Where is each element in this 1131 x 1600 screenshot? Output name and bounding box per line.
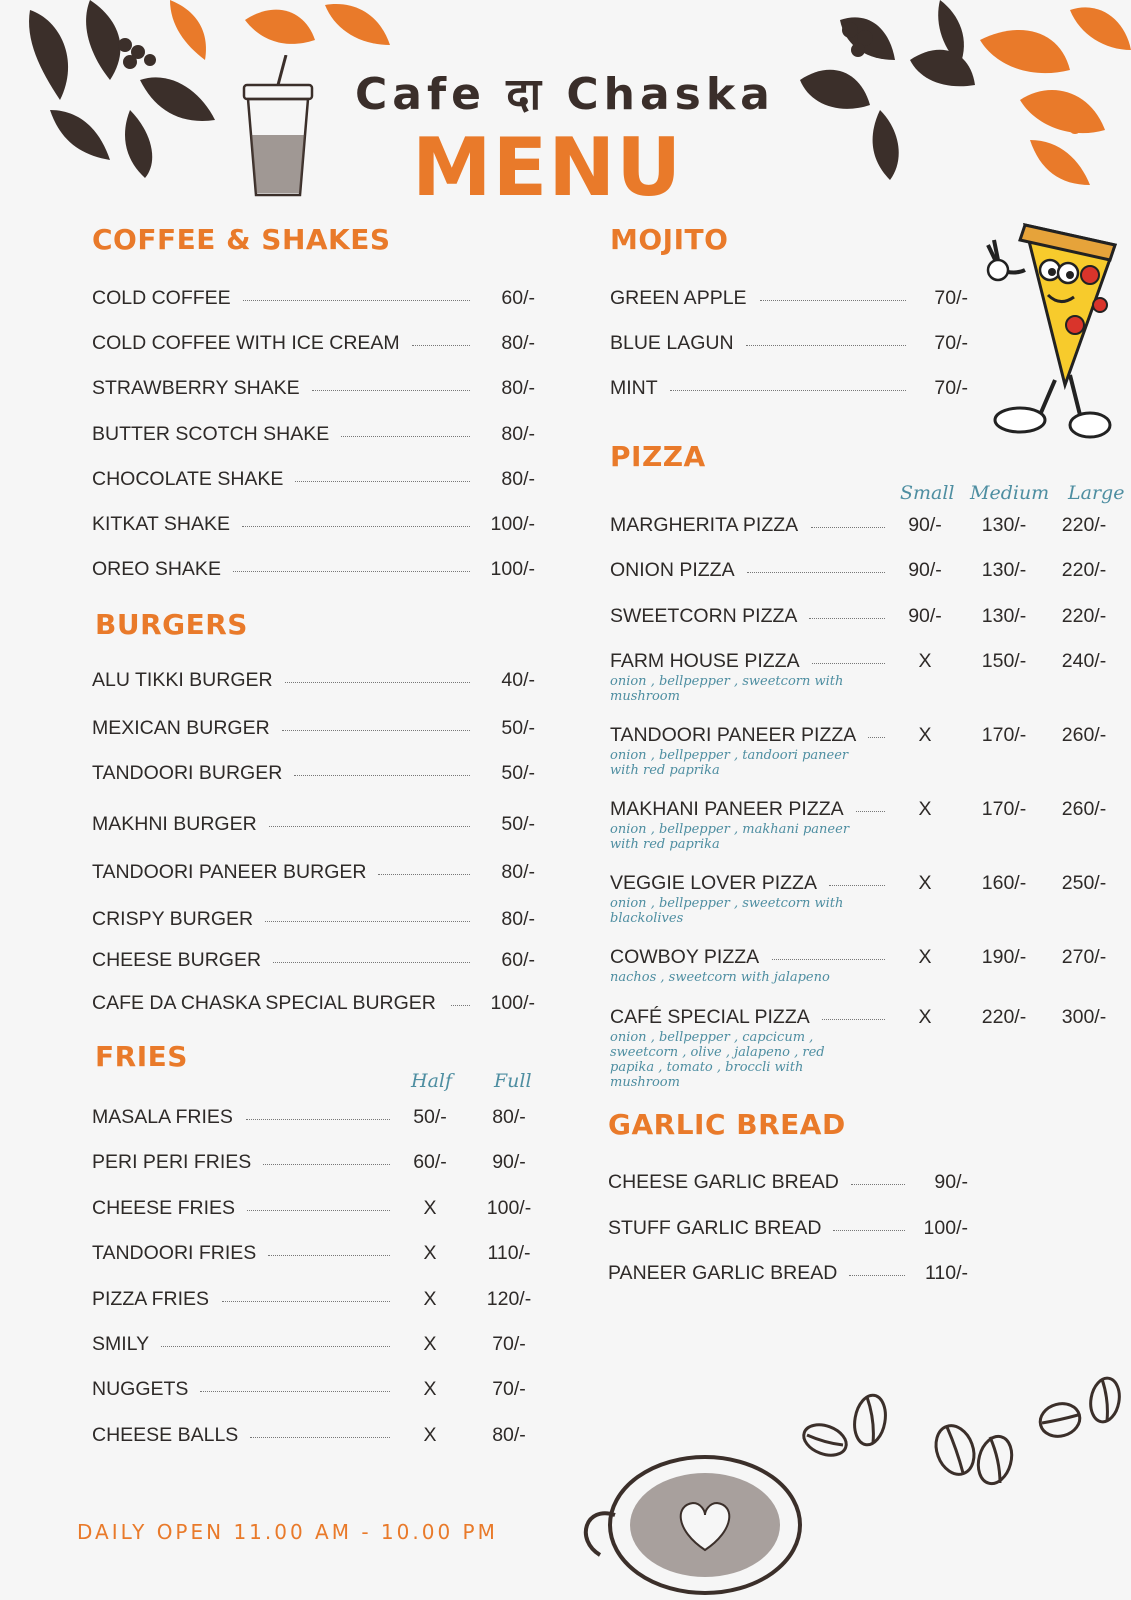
price-half: 60/- bbox=[413, 1151, 447, 1173]
item-price: 60/- bbox=[501, 287, 535, 309]
price-half: X bbox=[423, 1288, 437, 1310]
price-medium: 220/- bbox=[981, 1006, 1027, 1028]
menu-item-row bbox=[92, 1104, 537, 1130]
item-name: MARGHERITA PIZZA bbox=[610, 514, 799, 536]
dotted-leader bbox=[856, 811, 885, 812]
section-title-coffee-shakes: COFFEE & SHAKES bbox=[92, 223, 391, 256]
item-name: MEXICAN BURGER bbox=[92, 717, 270, 739]
dotted-leader bbox=[809, 618, 885, 619]
price-full: 80/- bbox=[492, 1424, 526, 1446]
item-name: TANDOORI PANEER PIZZA bbox=[610, 724, 857, 746]
dotted-leader bbox=[670, 390, 906, 391]
price-small: 90/- bbox=[908, 514, 942, 536]
item-description: onion , bellpepper , capcicum , sweetcorn , olive , jalapeno , red papika , tomato , broccli with mushroom bbox=[610, 1030, 825, 1090]
menu-item-row bbox=[92, 760, 535, 786]
item-name: CRISPY BURGER bbox=[92, 908, 254, 930]
menu-item-row bbox=[92, 1376, 537, 1402]
menu-item-row bbox=[610, 722, 1115, 748]
dotted-leader bbox=[222, 1301, 390, 1302]
price-full: 70/- bbox=[492, 1378, 526, 1400]
price-medium: 190/- bbox=[981, 946, 1027, 968]
dotted-leader bbox=[451, 1005, 470, 1006]
coffee-beans-illustration bbox=[795, 1375, 1131, 1495]
item-name: SMILY bbox=[92, 1333, 150, 1355]
price-medium: 160/- bbox=[981, 872, 1027, 894]
dotted-leader bbox=[233, 571, 470, 572]
dotted-leader bbox=[265, 921, 470, 922]
item-price: 70/- bbox=[934, 287, 968, 309]
item-price: 80/- bbox=[501, 423, 535, 445]
dotted-leader bbox=[833, 1230, 905, 1231]
price-half: X bbox=[423, 1197, 437, 1219]
section-title-fries: FRIES bbox=[95, 1040, 188, 1073]
menu-item-row bbox=[92, 556, 535, 582]
coffee-leaves-illustration-top-left bbox=[20, 0, 220, 180]
dotted-leader bbox=[246, 1119, 390, 1120]
item-name: COLD COFFEE bbox=[92, 287, 231, 309]
item-name: NUGGETS bbox=[92, 1378, 189, 1400]
pizza-mascot-illustration bbox=[980, 215, 1125, 445]
latte-art-cup-illustration bbox=[575, 1415, 805, 1600]
menu-item-row bbox=[610, 557, 1115, 583]
menu-item-row bbox=[92, 990, 535, 1016]
menu-item-row bbox=[92, 421, 535, 447]
dotted-leader bbox=[285, 682, 470, 683]
item-name: CHEESE BALLS bbox=[92, 1424, 239, 1446]
item-name: SWEETCORN PIZZA bbox=[610, 605, 798, 627]
item-name: OREO SHAKE bbox=[92, 558, 221, 580]
price-large: 270/- bbox=[1061, 946, 1107, 968]
price-small: X bbox=[918, 946, 932, 968]
item-name: STRAWBERRY SHAKE bbox=[92, 377, 300, 399]
item-description: onion , bellpepper , sweetcorn with blackolives bbox=[610, 896, 844, 926]
menu-item-row bbox=[608, 1260, 968, 1286]
menu-item-row bbox=[610, 944, 1115, 970]
price-large: 260/- bbox=[1061, 724, 1107, 746]
item-name: TANDOORI PANEER BURGER bbox=[92, 861, 367, 883]
menu-item-row bbox=[610, 796, 1115, 822]
menu-item-row bbox=[92, 859, 535, 885]
dotted-leader bbox=[747, 572, 885, 573]
coffee-leaves-illustration-top-right bbox=[770, 0, 1131, 190]
price-small: X bbox=[918, 1006, 932, 1028]
price-large: 220/- bbox=[1061, 514, 1107, 536]
item-price: 70/- bbox=[934, 377, 968, 399]
item-name: CAFÉ SPECIAL PIZZA bbox=[610, 1006, 810, 1028]
price-half: X bbox=[423, 1333, 437, 1355]
menu-item-row bbox=[610, 285, 968, 311]
dotted-leader bbox=[200, 1391, 390, 1392]
price-half: X bbox=[423, 1378, 437, 1400]
item-price: 80/- bbox=[501, 468, 535, 490]
pizza-col-small: Small bbox=[900, 482, 955, 504]
item-description: nachos , sweetcorn with jalapeno bbox=[610, 970, 830, 985]
dotted-leader bbox=[412, 345, 470, 346]
price-full: 100/- bbox=[486, 1197, 532, 1219]
item-name: ALU TIKKI BURGER bbox=[92, 669, 273, 691]
dotted-leader bbox=[811, 527, 885, 528]
menu-item-row bbox=[610, 603, 1115, 629]
menu-item-row bbox=[92, 375, 535, 401]
dotted-leader bbox=[851, 1184, 905, 1185]
item-description: onion , bellpepper , tandoori paneer with red paprika bbox=[610, 748, 849, 778]
item-name: PANEER GARLIC BREAD bbox=[608, 1262, 838, 1284]
menu-item-row bbox=[610, 375, 968, 401]
dotted-leader bbox=[247, 1210, 390, 1211]
section-title-mojito: MOJITO bbox=[610, 223, 729, 256]
item-name: FARM HOUSE PIZZA bbox=[610, 650, 800, 672]
price-medium: 130/- bbox=[981, 514, 1027, 536]
item-price: 80/- bbox=[501, 377, 535, 399]
menu-item-row bbox=[92, 1422, 537, 1448]
price-medium: 170/- bbox=[981, 798, 1027, 820]
opening-hours: DAILY OPEN 11.00 AM - 10.00 PM bbox=[77, 1520, 498, 1544]
price-full: 90/- bbox=[492, 1151, 526, 1173]
item-name: STUFF GARLIC BREAD bbox=[608, 1217, 822, 1239]
menu-item-row bbox=[92, 667, 535, 693]
dotted-leader bbox=[269, 826, 470, 827]
price-large: 240/- bbox=[1061, 650, 1107, 672]
menu-item-row bbox=[92, 466, 535, 492]
dotted-leader bbox=[312, 390, 470, 391]
item-name: CHOCOLATE SHAKE bbox=[92, 468, 284, 490]
menu-item-row bbox=[608, 1169, 968, 1195]
price-small: 90/- bbox=[908, 559, 942, 581]
item-name: COWBOY PIZZA bbox=[610, 946, 760, 968]
dotted-leader bbox=[273, 962, 470, 963]
item-price: 80/- bbox=[501, 861, 535, 883]
dotted-leader bbox=[868, 737, 885, 738]
price-small: 90/- bbox=[908, 605, 942, 627]
dotted-leader bbox=[242, 526, 470, 527]
menu-item-row bbox=[92, 947, 535, 973]
pizza-col-large: Large bbox=[1068, 482, 1125, 504]
item-price: 60/- bbox=[501, 949, 535, 971]
item-price: 90/- bbox=[934, 1171, 968, 1193]
menu-item-row bbox=[92, 811, 535, 837]
price-large: 300/- bbox=[1061, 1006, 1107, 1028]
item-name: VEGGIE LOVER PIZZA bbox=[610, 872, 817, 894]
price-small: X bbox=[918, 872, 932, 894]
dotted-leader bbox=[760, 300, 906, 301]
dotted-leader bbox=[772, 959, 885, 960]
item-price: 100/- bbox=[490, 513, 535, 535]
menu-item-row bbox=[610, 1004, 1115, 1030]
menu-item-row bbox=[92, 285, 535, 311]
item-price: 80/- bbox=[501, 908, 535, 930]
item-name: CHEESE FRIES bbox=[92, 1197, 236, 1219]
item-price: 100/- bbox=[490, 558, 535, 580]
item-name: TANDOORI FRIES bbox=[92, 1242, 257, 1264]
dotted-leader bbox=[829, 885, 885, 886]
item-price: 100/- bbox=[923, 1217, 968, 1239]
item-name: PIZZA FRIES bbox=[92, 1288, 210, 1310]
item-price: 100/- bbox=[490, 992, 535, 1014]
price-medium: 130/- bbox=[981, 605, 1027, 627]
fries-col-full: Full bbox=[494, 1070, 532, 1092]
item-name: CAFE DA CHASKA SPECIAL BURGER bbox=[92, 992, 436, 1014]
item-name: COLD COFFEE WITH ICE CREAM bbox=[92, 332, 400, 354]
price-full: 70/- bbox=[492, 1333, 526, 1355]
item-price: 110/- bbox=[925, 1262, 968, 1284]
section-title-garlic-bread: GARLIC BREAD bbox=[608, 1108, 846, 1141]
menu-item-row bbox=[92, 715, 535, 741]
menu-item-row bbox=[92, 330, 535, 356]
dotted-leader bbox=[378, 874, 470, 875]
menu-item-row bbox=[610, 870, 1115, 896]
item-name: KITKAT SHAKE bbox=[92, 513, 230, 535]
price-full: 110/- bbox=[487, 1242, 531, 1264]
dotted-leader bbox=[263, 1164, 390, 1165]
item-name: MAKHNI BURGER bbox=[92, 813, 257, 835]
price-small: X bbox=[918, 724, 932, 746]
price-half: X bbox=[423, 1424, 437, 1446]
price-half: 50/- bbox=[413, 1106, 447, 1128]
item-name: CHEESE GARLIC BREAD bbox=[608, 1171, 839, 1193]
item-name: PERI PERI FRIES bbox=[92, 1151, 252, 1173]
item-name: BLUE LAGUN bbox=[610, 332, 734, 354]
menu-item-row bbox=[92, 1240, 537, 1266]
dotted-leader bbox=[294, 775, 470, 776]
item-price: 40/- bbox=[501, 669, 535, 691]
dotted-leader bbox=[243, 300, 470, 301]
item-price: 70/- bbox=[934, 332, 968, 354]
item-name: BUTTER SCOTCH SHAKE bbox=[92, 423, 330, 445]
item-price: 50/- bbox=[501, 762, 535, 784]
cafe-name: Cafe दा Chaska bbox=[355, 69, 775, 120]
price-full: 80/- bbox=[492, 1106, 526, 1128]
dotted-leader bbox=[849, 1275, 905, 1276]
dotted-leader bbox=[282, 730, 470, 731]
menu-item-row bbox=[608, 1215, 968, 1241]
price-half: X bbox=[423, 1242, 437, 1264]
price-large: 220/- bbox=[1061, 559, 1107, 581]
dotted-leader bbox=[295, 481, 470, 482]
price-small: X bbox=[918, 798, 932, 820]
menu-item-row bbox=[92, 1195, 537, 1221]
section-title-pizza: PIZZA bbox=[610, 440, 706, 473]
item-description: onion , bellpepper , sweetcorn with mushroom bbox=[610, 674, 844, 704]
price-medium: 170/- bbox=[981, 724, 1027, 746]
dotted-leader bbox=[822, 1019, 885, 1020]
menu-title: MENU bbox=[412, 121, 683, 214]
menu-item-row bbox=[92, 1331, 537, 1357]
item-name: CHEESE BURGER bbox=[92, 949, 262, 971]
menu-item-row bbox=[92, 1286, 537, 1312]
pizza-col-medium: Medium bbox=[970, 482, 1050, 504]
price-full: 120/- bbox=[486, 1288, 532, 1310]
menu-item-row bbox=[610, 512, 1115, 538]
item-price: 50/- bbox=[501, 813, 535, 835]
price-large: 220/- bbox=[1061, 605, 1107, 627]
menu-item-row bbox=[610, 648, 1115, 674]
price-large: 250/- bbox=[1061, 872, 1107, 894]
price-medium: 130/- bbox=[981, 559, 1027, 581]
iced-coffee-cup-icon bbox=[238, 55, 318, 205]
dotted-leader bbox=[250, 1437, 390, 1438]
dotted-leader bbox=[812, 663, 885, 664]
menu-item-row bbox=[92, 906, 535, 932]
section-title-burgers: BURGERS bbox=[95, 608, 248, 641]
menu-item-row bbox=[92, 511, 535, 537]
item-price: 80/- bbox=[501, 332, 535, 354]
item-name: MINT bbox=[610, 377, 658, 399]
price-large: 260/- bbox=[1061, 798, 1107, 820]
dotted-leader bbox=[268, 1255, 390, 1256]
item-price: 50/- bbox=[501, 717, 535, 739]
dotted-leader bbox=[746, 345, 906, 346]
item-name: MASALA FRIES bbox=[92, 1106, 233, 1128]
item-description: onion , bellpepper , makhani paneer with red paprika bbox=[610, 822, 850, 852]
item-name: TANDOORI BURGER bbox=[92, 762, 283, 784]
menu-item-row bbox=[92, 1149, 537, 1175]
item-name: MAKHANI PANEER PIZZA bbox=[610, 798, 844, 820]
price-medium: 150/- bbox=[981, 650, 1027, 672]
dotted-leader bbox=[161, 1346, 390, 1347]
price-small: X bbox=[918, 650, 932, 672]
item-name: ONION PIZZA bbox=[610, 559, 735, 581]
fries-col-half: Half bbox=[411, 1070, 453, 1092]
item-name: GREEN APPLE bbox=[610, 287, 747, 309]
menu-item-row bbox=[610, 330, 968, 356]
dotted-leader bbox=[341, 436, 470, 437]
